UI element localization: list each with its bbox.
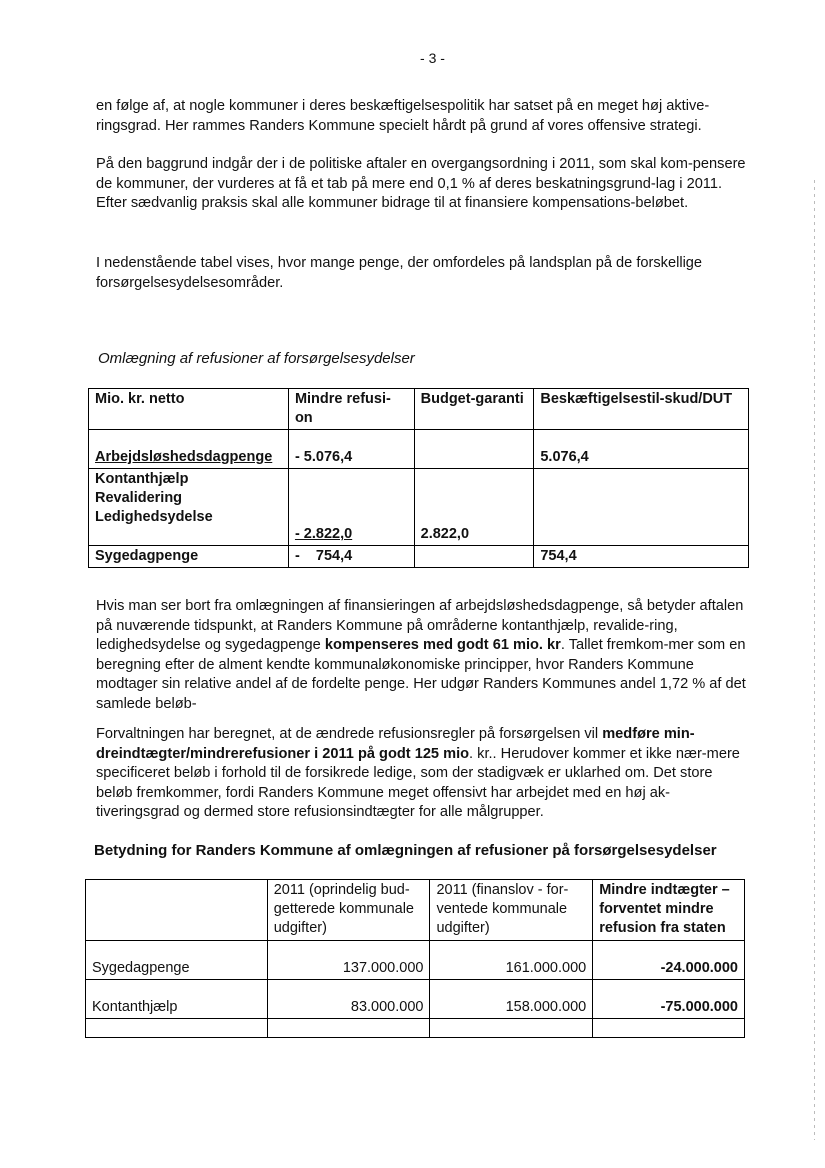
table-cell: 137.000.000 (267, 941, 430, 980)
table-row (86, 941, 745, 980)
scan-edge-line (814, 180, 815, 1140)
paragraph-2: På den baggrund indgår der i de politiske aftaler en overgangsordning i 2011, som skal kom-pensere de kommuner, der vurderes at få et tab på mere end 0,1 % af deres beskatningsgrund-lag i 2011. Efter sædvanlig praksis skal alle kommuner bidrage til at finansiere kompensations-beløbet. (96, 156, 746, 211)
row-label: Sygedagpenge (89, 546, 289, 568)
table-row (89, 546, 749, 568)
empty-cell (267, 1019, 430, 1038)
table-cell: 2.822,0 (414, 469, 534, 546)
paragraph-1: en følge af, at nogle kommuner i deres beskæftigelsespolitik har satset på en meget høj aktive-ringsgrad. Her rammes Randers Kommune specielt hårdt på grund af vores offensive strategi. (96, 98, 710, 134)
table-cell: -75.000.000 (593, 980, 745, 1019)
table1-caption: Omlægning af refusioner af forsørgelsesydelser (98, 350, 415, 367)
table2-heading: Betydning for Randers Kommune af omlægningen af refusioner på forsørgelsesydelser (94, 842, 717, 859)
paragraph-3: I nedenstående tabel vises, hvor mange penge, der omfordeles på landsplan på de forskellige forsørgelsesydelsesområder. (96, 255, 703, 291)
empty-cell (430, 1019, 593, 1038)
table-header-cell (86, 880, 268, 941)
paragraph-4 (96, 597, 746, 714)
table-cell: - 5.076,4 (288, 430, 414, 469)
row-label: Arbejdsløshedsdagpenge (95, 449, 273, 465)
table-cell: - 2.822,0 (294, 526, 353, 542)
refusion-table (88, 388, 749, 568)
table-cell (414, 546, 534, 568)
table-header-cell: Mindre refusi-on (288, 389, 414, 430)
table-cell: - 754,4 (288, 546, 414, 568)
table-header-row (86, 880, 745, 941)
table-header-cell: Beskæftigelsestil-skud/DUT (534, 389, 749, 430)
empty-cell (593, 1019, 745, 1038)
table-header-row (89, 389, 749, 430)
paragraph-5 (96, 725, 746, 823)
table-cell (414, 430, 534, 469)
table-cell: 83.000.000 (267, 980, 430, 1019)
table-header-cell: Mio. kr. netto (89, 389, 289, 430)
paragraph-text: Forvaltningen har beregnet, at de ændrede refusionsregler på forsørgelsen vil (96, 726, 603, 742)
paragraph-text: Hvis man ser bort fra omlægningen af finansieringen af arbejdsløshedsdagpenge, så betyder aftalen på nuværende tidspunkt, at Randers Kommune på områderne kontanthjælp, revalide-ring, ledighedsydelse og sygedagpenge (96, 598, 744, 653)
table-row (86, 980, 745, 1019)
paragraph-bold-text: medføre min-dreindtægter/mindrerefusioner i 2011 på godt 125 mio (96, 726, 695, 762)
row-label: Kontanthjælp (86, 980, 268, 1019)
row-label: Kontanthjælp (95, 471, 189, 487)
row-label: Sygedagpenge (86, 941, 268, 980)
table-cell (534, 469, 749, 546)
paragraph-text: . kr.. Herudover kommer et ikke nær-mere specificeret beløb i forhold til de forsikrede ledige, som der stadigvæk er uklarhed om. Det store beløb fremkommer, fordi Randers Kommune meget offensivt har arbejdet med en høj ak-tiveringsgrad og dermed store refusionsindtægter for alle målgrupper. (96, 745, 740, 820)
row-label: Revalidering (95, 490, 183, 506)
table-cell: -24.000.000 (593, 941, 745, 980)
empty-cell (86, 1019, 268, 1038)
table-header-cell: 2011 (finanslov - for-ventede kommunale udgifter) (430, 880, 593, 941)
table-cell: 161.000.000 (430, 941, 593, 980)
paragraph-bold-text: kompenseres med godt 61 mio. kr (324, 637, 561, 653)
table-header-cell: 2011 (oprindelig bud-getterede kommunale udgifter) (267, 880, 430, 941)
table-header-cell: Mindre indtægter – forventet mindre refusion fra staten (593, 880, 745, 941)
table-cell: 5.076,4 (534, 430, 749, 469)
page-number: - 3 - (420, 50, 445, 66)
table-header-cell: Budget-garanti (414, 389, 534, 430)
paragraph-text: . Tallet fremkom-mer som en beregning efter de alment kendte kommunaløkonomiske principper, hvor Randers Kommune modtager sin relative andel af de fordelte penge. Her udgør Randers Kommunes andel 1,72 % af det samlede beløb- (96, 637, 746, 712)
randers-impact-table (85, 879, 745, 1038)
table-cell: 754,4 (534, 546, 749, 568)
row-label: Ledighedsydelse (95, 509, 213, 525)
table-row (89, 430, 749, 469)
table-cell: 158.000.000 (430, 980, 593, 1019)
table-row (89, 469, 749, 546)
table-row (86, 1019, 745, 1038)
